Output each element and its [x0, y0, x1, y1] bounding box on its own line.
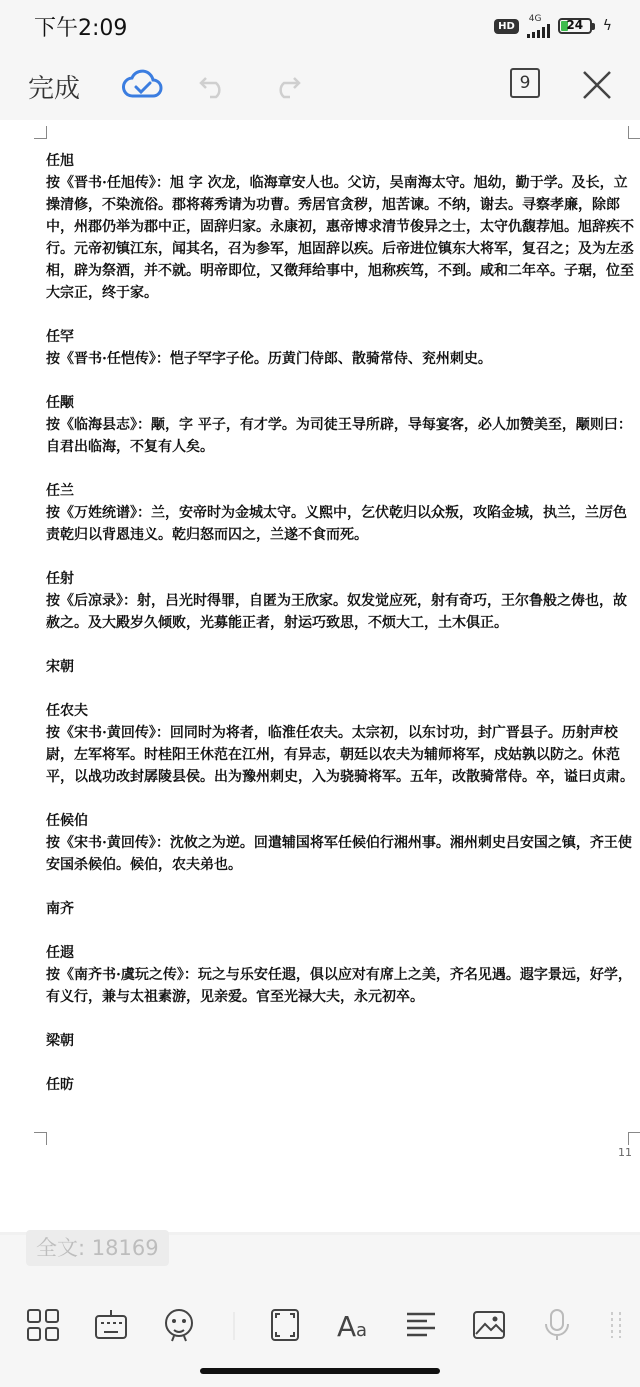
fullscreen-icon[interactable] [268, 1308, 302, 1346]
undo-icon[interactable] [198, 70, 230, 104]
page-corner-mark [628, 126, 640, 139]
battery-icon [558, 18, 595, 34]
charging-icon: ϟ [602, 18, 612, 34]
entry-section [46, 326, 636, 370]
entry-section [46, 480, 636, 546]
editor-toolbar [0, 52, 640, 120]
paragraph-align-icon[interactable] [404, 1308, 438, 1346]
entry-title: 任昉 [46, 1077, 74, 1093]
page-number: 11 [618, 1146, 632, 1159]
entry-title: 任农夫 [46, 703, 88, 719]
page-count-button[interactable]: 9 [510, 68, 540, 98]
entry-title: 任颙 [46, 395, 74, 411]
emoji-icon[interactable] [162, 1308, 196, 1346]
svg-text:a: a [356, 1320, 368, 1341]
page-corner-mark [34, 1132, 47, 1145]
entry-text: 按《万姓统谱》：兰，安帝时为金城太守。义熙中，乞伏乾归以众叛，攻陷金城，执兰，兰厉色责乾归以背恩违义。乾归怒而囚之，兰遂不食而死。 [46, 505, 627, 543]
redo-icon[interactable] [270, 70, 302, 104]
dynasty-heading: 南齐 [46, 901, 74, 917]
entry-title: 任罕 [46, 329, 74, 345]
battery-level: 24 [566, 18, 584, 32]
document-page[interactable] [0, 120, 640, 1232]
entry-section [46, 942, 636, 1008]
entry-title: 任兰 [46, 483, 74, 499]
close-icon[interactable] [580, 68, 614, 106]
network-type: 4G [528, 13, 542, 24]
page-corner-mark [34, 126, 47, 139]
entry-section [46, 150, 636, 304]
apps-icon[interactable] [26, 1308, 60, 1346]
entry-text: 按《宋书·黄回传》：沈攸之为逆。回遣辅国将军任候伯行湘州事。湘州刺史吕安国之镇，齐王使安国杀候伯。候伯，农夫弟也。 [46, 835, 632, 873]
entry-section [46, 810, 636, 876]
hd-icon: HD [494, 19, 519, 34]
bottom-toolbar [0, 1290, 640, 1360]
entry-text: 按《后凉录》：射，吕光时得罪，自匿为王欣家。奴发觉应死，射有奇巧，王尔鲁般之俦也，故赦之。及大殿岁久倾败，光募能正者，射运巧致思，不烦大工，土木俱正。 [46, 593, 627, 631]
status-time: 下午2:09 [34, 15, 128, 41]
word-count-badge: 全文: 18169 [26, 1230, 169, 1266]
entry-section [46, 568, 636, 634]
cloud-check-icon[interactable] [122, 66, 164, 106]
entry-text: 按《临海县志》：颙，字 平子，有才学。为司徒王导所辟，导每宴客，必人加赞美至，颙则曰：自君出临海，不复有人矣。 [46, 417, 632, 455]
entry-text: 按《宋书·黄回传》：回同时为将者，临淮任农夫。太宗初，以东讨功，封广晋县子。历射声校尉，左军将军。时桂阳王休范在江州，有异志，朝廷以农夫为辅师将军，戍姑孰以防之。休范平，以战功改封孱陵县侯。出为豫州刺史，入为骁骑将军。五年，改散骑常侍。卒，谥曰贞肃。 [46, 725, 634, 785]
microphone-icon[interactable] [540, 1308, 574, 1346]
entry-section [46, 700, 636, 788]
document-area[interactable] [0, 120, 640, 1235]
entry-text: 按《晋书·任恺传》：恺子罕字子伦。历黄门侍郎、散骑常侍、兖州刺史。 [46, 351, 492, 367]
entry-title: 任射 [46, 571, 74, 587]
entry-section [46, 392, 636, 458]
keyboard-icon[interactable] [94, 1308, 128, 1346]
page-corner-mark [628, 1132, 640, 1145]
image-icon[interactable] [472, 1308, 506, 1346]
divider [232, 1312, 236, 1344]
status-bar [0, 0, 640, 52]
dynasty-heading: 梁朝 [46, 1033, 74, 1049]
entry-text: 按《晋书·任旭传》：旭 字 次龙，临海章安人也。父访，吴南海太守。旭幼，勤于学。及长，立操清修，不染流俗。郡将蒋秀请为功曹。秀居官贪秽，旭苦谏。不纳，谢去。寻察孝廉，除郎中，州郡仍举为郡中正，固辞归家。永康初，惠帝博求清节俊异之士，太守仇馥荐旭。旭辞疾不行。元帝初镇江东，闻其名，召为参军，旭固辞以疾。后帝进位镇东大将军，复召之；及为左丞相，辟为祭酒，并不就。明帝即位，又徵拜给事中，旭称疾笃，不到。咸和二年卒。子琚，位至大宗正，终于家。 [46, 175, 634, 301]
document-content[interactable] [46, 150, 636, 1118]
more-icon[interactable] [608, 1308, 628, 1346]
font-style-icon[interactable] [336, 1308, 372, 1346]
entry-title: 任遐 [46, 945, 74, 961]
entry-title: 任旭 [46, 153, 74, 169]
status-icons [494, 15, 612, 38]
dynasty-heading: 宋朝 [46, 659, 74, 675]
done-button[interactable]: 完成 [28, 74, 81, 104]
signal-icon [527, 15, 550, 38]
entry-text: 按《南齐书·虞玩之传》：玩之与乐安任遐，俱以应对有席上之美，齐名见遇。遐字景远，好学，有义行，兼与太祖素游，见亲爱。官至光禄大夫，永元初卒。 [46, 967, 632, 1005]
svg-text:A: A [337, 1310, 357, 1342]
home-indicator[interactable] [200, 1368, 440, 1374]
entry-title: 任候伯 [46, 813, 88, 829]
